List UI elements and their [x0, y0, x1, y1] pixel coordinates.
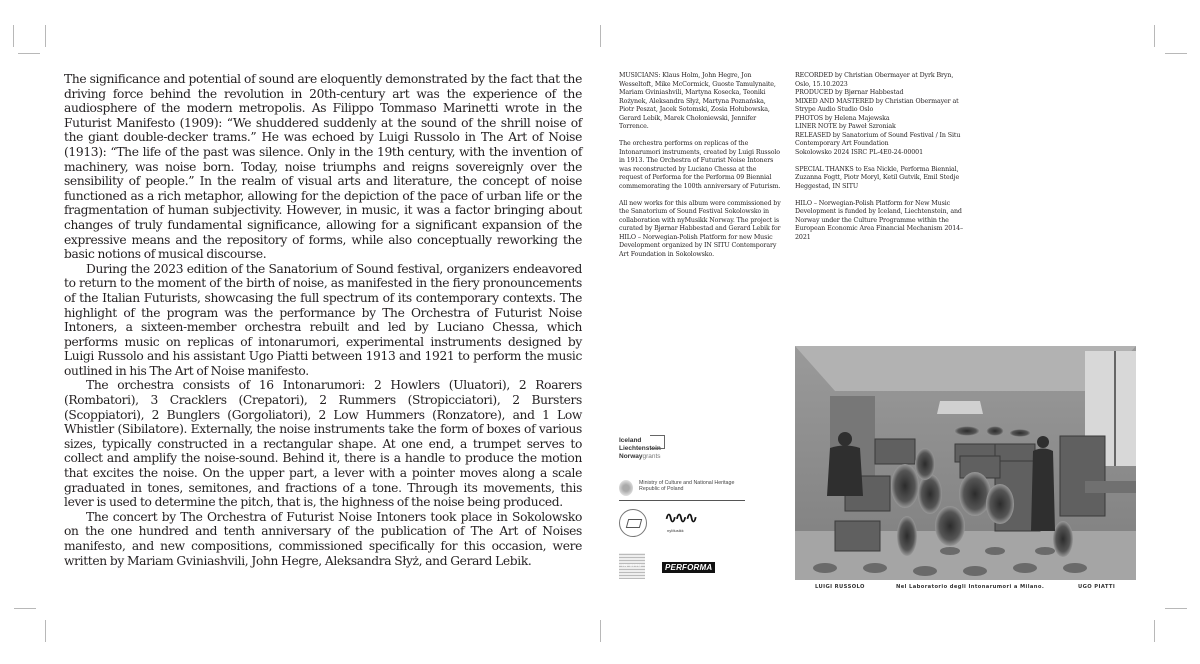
production-credits: RECORDED by Christian Obermayer at Dyrk Bryn, Oslo, 15.10.2023 PRODUCED by Bjørnar Habbestad MIXED AND MASTERED by Christian Obermayer at Strype Audio Studio Oslo PHOTOS by Helena Majewska LINER NOTE by Paweł Szroniak RELEASED by Sanatorium of Sound Festival / In Situ Contemporary Art Foundation Sokolowsko 2024 ISRC PL-4E0-24-00001	[795, 72, 961, 156]
crop-mark	[600, 25, 601, 47]
ministry-name: Ministry of Culture and National Heritage	[639, 480, 735, 486]
in-situ-label: IN SITU	[622, 563, 642, 568]
sanatorium-of-sound-logo	[619, 509, 647, 537]
crop-mark	[1154, 25, 1155, 47]
photo-caption: Nel Laboratorio degli Intonarumori a Milano.	[896, 584, 1045, 590]
lamp-shade	[937, 401, 983, 414]
special-thanks: SPECIAL THANKS to Esa Nickle, Performa Biennial, Zuzanna Fogtt, Piotr Moryl, Ketil Gutvik, Emil Stedje Heggestad, IN SITU	[795, 165, 960, 190]
caption-luigi-russolo: LUIGI RUSSOLO	[815, 584, 865, 590]
russolo-figure	[838, 432, 852, 446]
essay-paragraph: During the 2023 edition of the Sanatorium of Sound festival, organizers endeavored to return to the moment of the birth of noise, as manifested in the fiery pronouncements of the Italian Futurists, showcasing the full spectrum of its contemporary contexts. The highlight of the program was the performance by The Orchestra of Futurist Noise Intoners, a sixteen-member orchestra rebuilt and led by Luciano Chessa, which performs music on replicas of intonarumori, experimental instruments designed by Luigi Russolo and his assistant Ugo Piatti between 1913 and 1921 to perform the music outlined in his The Art of Noise manifesto.	[64, 261, 582, 378]
eagle-emblem-icon	[619, 480, 633, 496]
crop-mark	[18, 53, 40, 54]
eea-line: Liechtenstein	[619, 445, 661, 452]
eea-grants: grants	[642, 453, 661, 460]
crop-mark	[600, 620, 601, 642]
piatti-figure	[1037, 436, 1049, 448]
credits-column-left	[619, 72, 781, 268]
ministry-country: Republic of Poland	[639, 486, 684, 493]
crop-mark	[13, 25, 14, 47]
eea-line: Iceland	[619, 437, 642, 444]
eea-grants-logo	[619, 437, 661, 461]
essay-paragraph: The concert by The Orchestra of Futurist Noise Intoners took place in Sokolowsko on the one hundred and tenth anniversary of the publication of The Art of Noises manifesto, and new compositions, commissioned specifically for this occasion, were written by Mariam Gviniashvili, John Hegre, Aleksandra Słyż, and Gerard Lebik.	[64, 509, 582, 568]
commission-note: All new works for this album were commissioned by the Sanatorium of Sound Festival Sokolowsko in collaboration with nyMusikk Norway. The project is curated by Bjørnar Habbestad and Gerard Lebik for HILO – Norwegian-Polish Platform for new Music Development organized by IN SITU Contemporary Art Foundation in Sokolowsko.	[619, 199, 781, 258]
performa-logo: PERFORMA	[662, 562, 715, 573]
workbench	[1085, 481, 1136, 493]
in-situ-logo	[619, 553, 645, 579]
eea-norway: Norway	[619, 453, 643, 460]
caption-ugo-piatti: UGO PIATTI	[1078, 584, 1116, 590]
funding-note: HILO – Norwegian-Polish Platform for New Music Development is funded by Iceland, Liechtenstein, and Norway under the Culture Programme within the European Economic Area Financial Mechanism 2014–2021	[795, 199, 964, 241]
ceiling	[795, 346, 1136, 391]
nymusikk-wave-icon: ∿∿∿	[664, 510, 696, 527]
crop-mark	[14, 608, 36, 609]
crop-mark	[1165, 53, 1187, 54]
crop-mark	[45, 620, 46, 642]
credits-column-right	[795, 72, 965, 251]
intonarumori-photo	[795, 346, 1136, 580]
essay-paragraph: The orchestra consists of 16 Intonarumori: 2 Howlers (Uluatori), 2 Roarers (Rombatori), 3 Cracklers (Crepatori), 2 Rummers (Stropicciatori), 2 Bursters (Scoppiatori), 2 Bunglers (Gorgoliatori), 2 Low Hummers (Ronzatore), and 1 Low Whistler (Sibilatore). Externally, the noise instruments take the form of boxes of various sizes, typically constructed in a rectangular shape. At one end, a trumpet serves to collect and amplify the noise-sound. Behind it, there is a handle to produce the motion that excites the noise. On the upper part, a lever with a pointer moves along a scale graduated in tones, semitones, and fractions of a tone. Through its movements, this lever is used to determine the pitch, that is, the highness of the noise being produced.	[64, 378, 582, 510]
crop-mark	[45, 25, 46, 47]
musicians-credit: MUSICIANS: Klaus Holm, John Hegre, Jon Wesseltoft, Mike McCormick, Guoste Tamulynaite, Mariam Gviniashvili, Martyna Kosecka, Teoniki Rożynek, Aleksandra Słyż, Martyna Poznańska, Piotr Peszat, Jacek Sotomski, Zosia Hołubowska, Gerard Lebik, Marek Chołoniewski, Jennifer Torrence.	[619, 72, 776, 130]
eea-line	[619, 453, 661, 461]
eea-mark-icon	[650, 435, 665, 449]
ministry-logo	[619, 480, 745, 501]
ministry-text	[639, 480, 734, 492]
nymusikk-label: nyMusikk	[667, 528, 684, 533]
orchestra-note: The orchestra performs on replicas of the Intonarumori instruments, created by Luigi Russolo in 1913. The Orchestra of Futurist Noise Intoners was reconstructed by Luciano Chessa at the request of Performa for the Performa 09 Biennial commemorating the 100th anniversary of Futurism.	[619, 140, 781, 190]
essay-paragraph: The significance and potential of sound are eloquently demonstrated by the fact that the driving force behind the revolution in 20th-century art was the experience of the audiosphere of the modern metropolis. As Filippo Tommaso Marinetti wrote in the Futurist Manifesto (1909): “We shuddered suddenly at the sound of the shrill noise of the giant double-decker trams.” He was echoed by Luigi Russolo in The Art of Noise (1913): “The life of the past was silence. Only in the 19th century, with the invention of machinery, was noise born. Today, noise triumphs and reigns sovereignly over the sensibility of people.” In the realm of visual arts and literature, the concept of noise functioned as a rich metaphor, allowing for the depiction of the pace of urban life or the fragmentation of human subjectivity. However, in music, it was a factor bringing about changes of truly fundamental significance, allowing for a significant expansion of the expressive means and the repository of forms, while also conceptually reworking the basic notions of musical discourse.	[64, 72, 582, 262]
liner-note-essay	[64, 72, 582, 568]
crop-mark	[1165, 608, 1187, 609]
crop-mark	[1154, 620, 1155, 642]
photo-illustration	[795, 346, 1136, 580]
